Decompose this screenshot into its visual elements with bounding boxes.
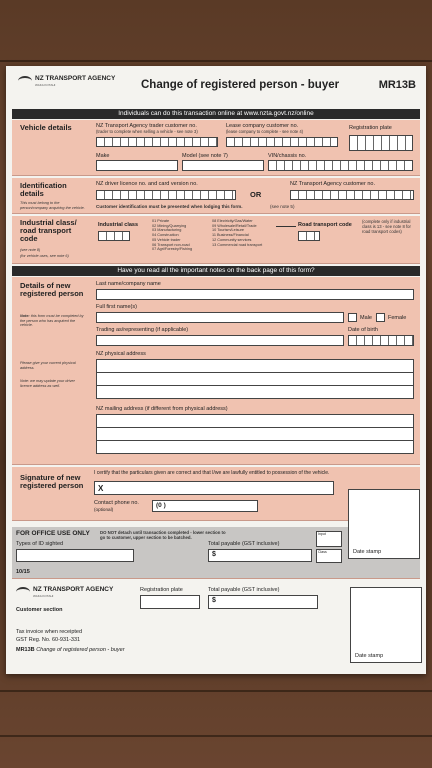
new-person-note1 xyxy=(20,314,88,328)
make-field[interactable] xyxy=(96,160,178,171)
customer-plate-field[interactable] xyxy=(140,595,200,609)
office-label: FOR OFFICE USE ONLY xyxy=(16,530,90,537)
mailing-address-label: NZ mailing address (if different from physical address) xyxy=(96,406,228,412)
lease-no-note: (lease company to complete - see note 4) xyxy=(226,129,304,134)
new-person-note1-bold: Note: xyxy=(20,314,30,318)
licence-field[interactable] xyxy=(96,190,236,200)
form-version: 10/15 xyxy=(16,569,30,575)
office-date-stamp-label: Date stamp xyxy=(353,549,382,555)
industrial-code: 06 Transport non-road xyxy=(152,242,190,247)
form-page xyxy=(6,66,426,674)
model-label: Model (see note 7) xyxy=(182,153,228,159)
physical-address-label: NZ physical address xyxy=(96,351,146,357)
address-line xyxy=(97,427,413,428)
plate-label: Registration plate xyxy=(349,125,392,131)
vehicle-section xyxy=(12,120,420,176)
nzta-logo-icon xyxy=(18,76,32,86)
male-checkbox[interactable] xyxy=(348,313,357,322)
male-label: Male xyxy=(360,315,372,321)
class-label: Class xyxy=(318,550,327,554)
plate-field[interactable] xyxy=(349,135,413,151)
footer-title: Change of registered person - buyer xyxy=(36,647,125,653)
date-stamp-box-customer xyxy=(350,587,422,663)
trader-no-field[interactable] xyxy=(96,137,218,147)
logo-sub: WAKA KOTAHI xyxy=(35,82,56,87)
first-names-label: Full first name(s) xyxy=(96,304,137,310)
mailing-address-field[interactable] xyxy=(96,414,414,454)
industrial-label: Industrial class/ road transport code xyxy=(20,218,77,243)
online-banner: Individuals can do this transaction online at www.nzta.govt.nz/online xyxy=(12,109,420,119)
new-person-note2: Please give your current physical address. xyxy=(20,361,76,370)
industrial-class-label: Industrial class xyxy=(98,222,139,228)
trading-label: Trading as/representing (if applicable) xyxy=(96,327,189,333)
industrial-code: 09 Wholesale/Retail/Trade xyxy=(212,223,257,228)
phone-prefix: (0 ) xyxy=(156,502,166,509)
identification-section xyxy=(12,178,420,214)
nzta-logo xyxy=(18,76,115,87)
arrow-right-icon xyxy=(276,226,296,227)
form-header xyxy=(6,72,426,96)
female-checkbox[interactable] xyxy=(376,313,385,322)
customer-section-label: Customer section xyxy=(16,607,63,613)
customer-nzta-logo xyxy=(16,587,113,598)
phone-optional: (optional) xyxy=(94,507,114,512)
industrial-codes-col2 xyxy=(212,219,262,247)
office-dollar-sign: $ xyxy=(212,551,216,558)
customer-section xyxy=(12,579,420,671)
make-label: Make xyxy=(96,153,110,159)
vin-label: VIN/chassis no. xyxy=(268,153,307,159)
customer-logo-name: NZ TRANSPORT AGENCY xyxy=(33,586,114,593)
last-name-field[interactable] xyxy=(96,289,414,300)
industrial-code: 08 Electricity/Gas/Water xyxy=(212,219,253,223)
nzta-logo-icon xyxy=(16,587,30,597)
new-person-section xyxy=(12,277,420,465)
industrial-vehicle-use: (for vehicle uses, see note 6) xyxy=(20,254,69,258)
industrial-code: 12 Community services xyxy=(212,237,252,242)
date-stamp-box-office xyxy=(348,489,420,559)
dob-field[interactable] xyxy=(348,335,414,346)
or-label: OR xyxy=(250,190,262,199)
industrial-code: 07 Agri/Forestry/Fishing xyxy=(152,247,193,252)
industrial-code: 10 Tourism/Leisure xyxy=(212,228,245,233)
notes-banner: Have you read all the important notes on the back page of this form? xyxy=(12,266,420,276)
footer-code: MR13B xyxy=(16,647,35,653)
id-types-label: Types of ID sighted xyxy=(16,541,64,547)
office-total-label: Total payable (GST inclusive) xyxy=(208,541,280,547)
identification-note: This must belong to the person/company acquiring the vehicle. xyxy=(20,201,85,210)
customer-date-stamp-label: Date stamp xyxy=(355,653,384,659)
new-person-label: Details of new registered person xyxy=(20,281,84,298)
industrial-code: 13 Commercial road transport xyxy=(212,242,263,247)
female-label: Female xyxy=(388,315,407,321)
table-plank-edge xyxy=(0,60,432,62)
vin-field[interactable] xyxy=(268,160,413,171)
input-label: Input xyxy=(318,532,326,536)
industrial-see-note: (see note 8) xyxy=(20,248,41,252)
model-field[interactable] xyxy=(182,160,264,171)
trader-no-note: (trader to complete when selling a vehicle - see note 3) xyxy=(96,129,198,134)
vehicle-label: Vehicle details xyxy=(20,123,72,132)
lease-no-field[interactable] xyxy=(226,137,338,147)
last-name-label: Last name/company name xyxy=(96,281,161,287)
industrial-section xyxy=(12,216,420,264)
customer-total-field[interactable] xyxy=(208,595,318,609)
class-box xyxy=(316,549,342,563)
customer-plate-label: Registration plate xyxy=(140,587,183,593)
logo-name: NZ TRANSPORT AGENCY xyxy=(35,75,116,82)
table-plank-edge xyxy=(0,690,432,692)
tax-invoice-label: Tax invoice when receipted xyxy=(16,629,83,635)
customer-no-label: NZ Transport Agency customer no. xyxy=(290,181,375,187)
dob-label: Date of birth xyxy=(348,327,378,333)
id-must-present: Customer identification must be presented when lodging this form. xyxy=(96,204,243,209)
industrial-code: 01 Private xyxy=(152,219,170,223)
trader-no-label: NZ Transport Agency trader customer no. xyxy=(96,123,197,129)
lease-no-label: Lease company customer no. xyxy=(226,123,299,129)
input-box xyxy=(316,531,342,547)
address-line xyxy=(97,385,413,386)
industrial-code: 05 Vehicle trader xyxy=(152,237,181,242)
office-detach-note: DO NOT detach until transaction completed - lower section to go to customer, upper section to be batched. xyxy=(100,530,226,540)
form-title: Change of registered person - buyer xyxy=(141,79,340,91)
customer-dollar-sign: $ xyxy=(212,597,216,604)
phone-label: Contact phone no. xyxy=(94,500,139,506)
signature-field[interactable] xyxy=(94,481,334,495)
industrial-class-field[interactable] xyxy=(98,231,130,241)
road-code-field[interactable] xyxy=(298,231,320,241)
road-code-label: Road transport code xyxy=(298,222,352,228)
new-person-note1-text: this form must be completed by the person who has acquired the vehicle. xyxy=(20,314,84,328)
footer xyxy=(16,647,125,653)
certify-text: I certify that the particulars given are correct and that I/we are lawfully entitled to possession of the vehicle. xyxy=(94,470,330,476)
id-types-field[interactable] xyxy=(16,549,134,562)
new-person-note3: Note: we may update your driver licence address as well. xyxy=(20,379,75,388)
form-code: MR13B xyxy=(378,79,416,91)
office-total-field[interactable] xyxy=(208,549,312,562)
table-plank-edge xyxy=(0,735,432,737)
trading-field[interactable] xyxy=(96,335,344,346)
phone-field[interactable] xyxy=(152,500,258,512)
gst-number: GST Reg. No. 60-931-331 xyxy=(16,637,81,643)
address-line xyxy=(97,440,413,441)
industrial-code: 03 Manufacturing xyxy=(152,228,182,233)
physical-address-field[interactable] xyxy=(96,359,414,399)
licence-label: NZ driver licence no. and card version no. xyxy=(96,181,198,187)
customer-logo-sub: WAKA KOTAHI xyxy=(33,593,54,598)
signature-x: X xyxy=(98,484,104,493)
industrial-code: 11 Business/Financial xyxy=(212,233,249,238)
industrial-code: 04 Construction xyxy=(152,233,179,238)
first-names-field[interactable] xyxy=(96,312,344,323)
address-line xyxy=(97,372,413,373)
industrial-codes-col1 xyxy=(152,219,192,252)
road-code-note: (complete only if industrial class is 13 - see note 8 for road transport codes) xyxy=(362,219,411,234)
customer-no-field[interactable] xyxy=(290,190,414,200)
signature-label: Signature of new registered person xyxy=(20,473,84,490)
customer-total-label: Total payable (GST inclusive) xyxy=(208,587,280,593)
id-see-note: (see note 5) xyxy=(270,204,295,209)
identification-label: Identification details xyxy=(20,181,67,198)
industrial-code: 02 Mining/Quarrying xyxy=(152,223,187,228)
